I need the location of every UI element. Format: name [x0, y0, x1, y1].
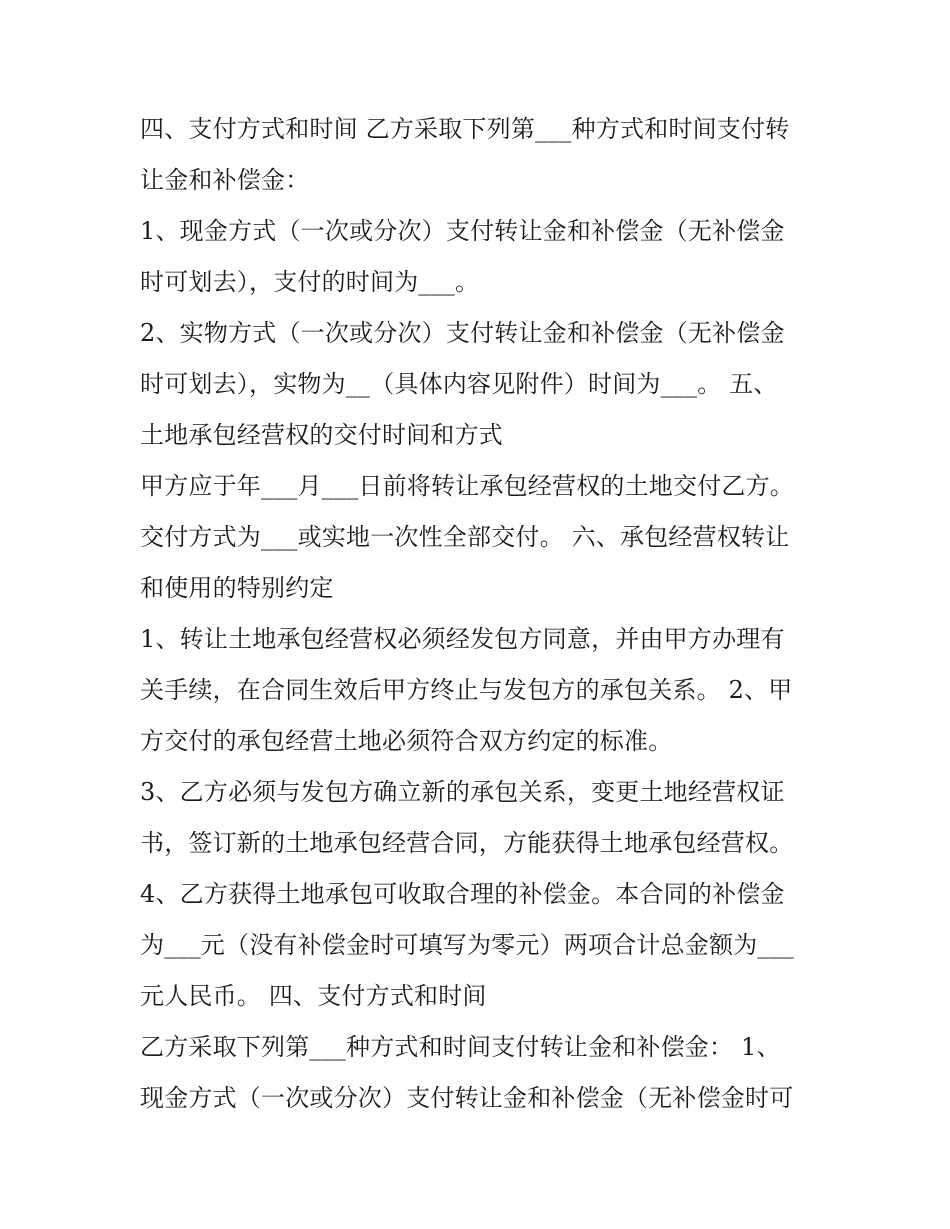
text-line: 1、现金方式（一次或分次）支付转让金和补偿金（无补偿金: [140, 217, 785, 245]
text-line: 时可划去），实物为__（具体内容见附件）时间为___。 五、: [140, 370, 778, 398]
text-line: 1、转让土地承包经营权必须经发包方同意，并由甲方办理有: [140, 625, 785, 653]
text-line: 方交付的承包经营土地必须符合双方约定的标准。: [140, 727, 673, 755]
text-line: 时可划去），支付的时间为___。: [140, 268, 480, 296]
text-line: 和使用的特别约定: [140, 574, 334, 602]
text-line: 土地承包经营权的交付时间和方式: [140, 421, 503, 449]
text-line: 交付方式为___或实地一次性全部交付。 六、承包经营权转让: [140, 523, 790, 551]
document-body: [140, 104, 820, 1124]
text-line: 2、实物方式（一次或分次）支付转让金和补偿金（无补偿金: [140, 319, 785, 347]
text-line: 现金方式（一次或分次）支付转让金和补偿金（无补偿金时可: [140, 1084, 794, 1112]
text-line: 关手续，在合同生效后甲方终止与发包方的承包关系。 2、甲: [140, 676, 793, 704]
text-line: 4、乙方获得土地承包可收取合理的补偿金。本合同的补偿金: [140, 880, 785, 908]
text-line: 甲方应于年___月___日前将转让承包经营权的土地交付乙方。: [140, 472, 794, 500]
text-line: 元人民币。 四、支付方式和时间: [140, 982, 487, 1010]
text-line: 乙方采取下列第___种方式和时间支付转让金和补偿金： 1、: [140, 1033, 781, 1061]
text-line: 四、支付方式和时间 乙方采取下列第___种方式和时间支付转: [140, 115, 790, 143]
text-line: 书，签订新的土地承包经营合同，方能获得土地承包经营权。: [140, 829, 794, 857]
text-line: 让金和补偿金：: [140, 166, 310, 194]
text-line: 3、乙方必须与发包方确立新的承包关系，变更土地经营权证: [140, 778, 785, 806]
text-line: 为___元（没有补偿金时可填写为零元）两项合计总金额为___: [140, 931, 794, 959]
